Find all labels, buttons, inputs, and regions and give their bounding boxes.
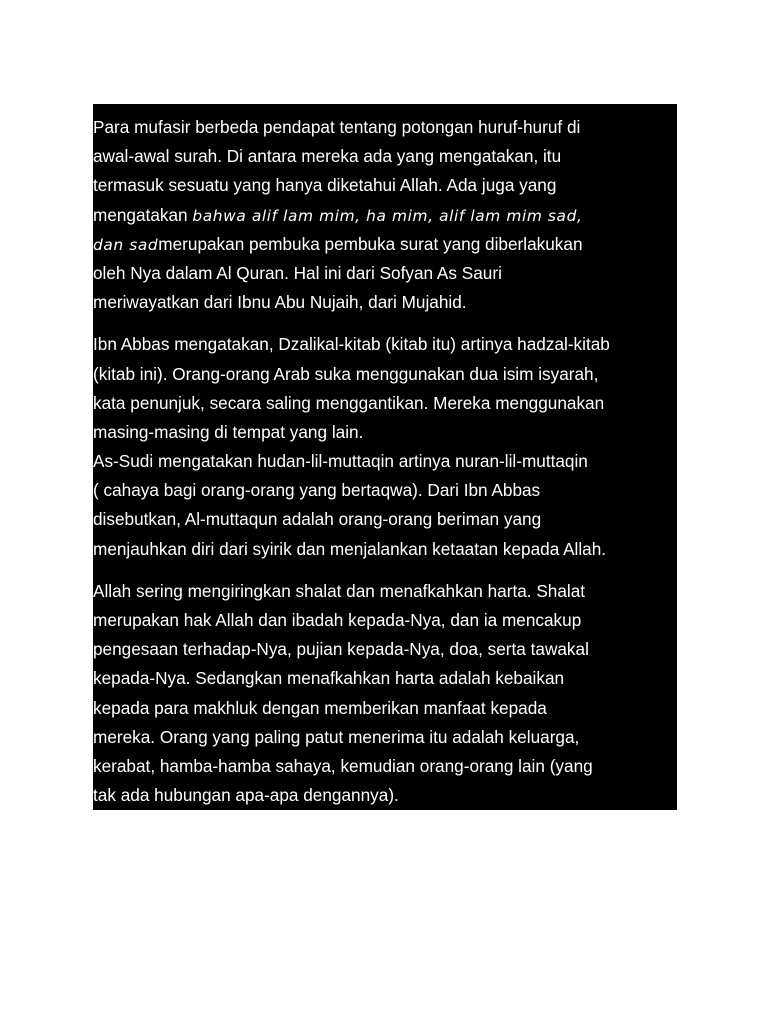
text-line: pengesaan terhadap-Nya, pujian kepada-Nya, doa, serta tawakal — [93, 639, 589, 660]
text-line: disebutkan, Al-muttaqun adalah orang-orang beriman yang — [93, 509, 542, 530]
text-line: termasuk sesuatu yang hanya diketahui Allah. Ada juga yang — [93, 175, 557, 196]
text-line: As-Sudi mengatakan hudan-lil-muttaqin artinya nuran-lil-muttaqin — [93, 451, 588, 472]
text-line: (kitab ini). Orang-orang Arab suka menggunakan dua isim isyarah, — [93, 363, 599, 384]
text-segment: mengatakan — [93, 204, 193, 225]
text-line: tak ada hubungan apa-apa dengannya). — [93, 785, 399, 806]
text-line: menjauhkan diri dari syirik dan menjalankan ketaatan kepada Allah. — [93, 538, 607, 559]
text-line: mereka. Orang yang paling patut menerima itu adalah keluarga, — [93, 726, 580, 747]
text-line: kepada-Nya. Sedangkan menafkahkan harta adalah kebaikan — [93, 668, 565, 689]
text-line: merupakan hak Allah dan ibadah kepada-Nya, dan ia mencakup — [93, 610, 582, 630]
text-line: ( cahaya bagi orang-orang yang bertaqwa). Dari Ibn Abbas — [93, 480, 541, 501]
text-line: kepada para makhluk dengan memberikan manfaat kepada — [93, 697, 547, 718]
text-line: masing-masing di tempat yang lain. — [93, 421, 364, 442]
text-line: kata penunjuk, secara saling menggantikan. Mereka menggunakan — [93, 392, 605, 413]
document-page — [93, 104, 677, 810]
paragraph-2 — [93, 330, 677, 564]
italic-phrase: dan sad — [93, 235, 159, 254]
text-line — [93, 201, 677, 230]
text-line — [93, 230, 677, 259]
text-line: Para mufasir berbeda pendapat tentang potongan huruf-huruf di — [93, 117, 581, 137]
paragraph-1 — [93, 113, 677, 317]
text-line: oleh Nya dalam Al Quran. Hal ini dari Sofyan As Sauri — [93, 262, 502, 283]
text-line: Ibn Abbas mengatakan, Dzalikal-kitab (kitab itu) artinya hadzal-kitab — [93, 334, 610, 355]
text-line: Allah sering mengiringkan shalat dan menafkahkan harta. Shalat — [93, 580, 586, 601]
text-segment: merupakan pembuka pembuka surat yang diberlakukan — [158, 233, 583, 254]
text-line: awal-awal surah. Di antara mereka ada yang mengatakan, itu — [93, 146, 562, 167]
paragraph-3 — [93, 577, 677, 810]
italic-phrase: bahwa alif lam mim, ha mim, alif lam mim sad, — [192, 206, 583, 225]
text-line: meriwayatkan dari Ibnu Abu Nujaih, dari Mujahid. — [93, 292, 467, 313]
text-line: kerabat, hamba-hamba sahaya, kemudian orang-orang lain (yang — [93, 755, 593, 776]
